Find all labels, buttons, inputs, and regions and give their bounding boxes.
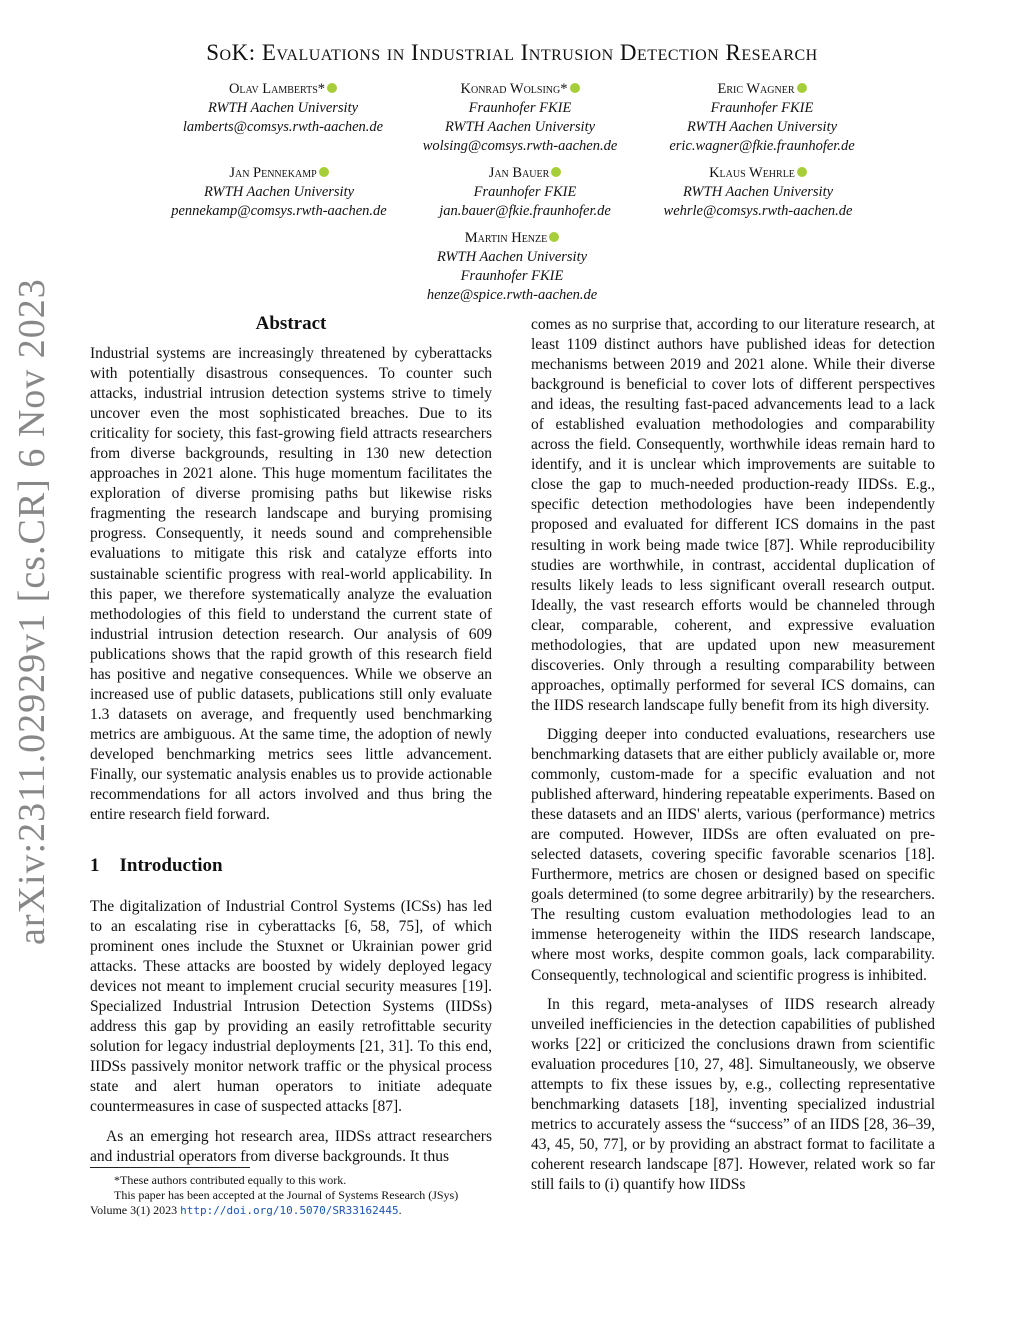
author-email: wolsing@comsys.rwth-aachen.de [422,138,618,154]
abstract-heading: Abstract [255,313,327,334]
orcid-icon[interactable] [570,83,580,93]
author-affiliation: Fraunhofer FKIE [460,268,564,284]
footnotes [90,1173,492,1218]
author-affiliation: RWTH Aachen University [436,249,588,265]
author-email: pennekamp@comsys.rwth-aachen.de [171,203,387,219]
paragraph: The digitalization of Industrial Control Systems (ICSs) has led to an escalating rise in cyberattacks [6, 58, 75], of which prominent ones include the Stuxnet or Ukrainian power grid attacks. These attacks are boosted by widely deployed legacy devices not meant to implement crucial security measures [19]. Specialized Industrial Intrusion Detection Systems (IIDSs) address this gap by providing an easily retrofittable security solution for legacy industrial deployments [21, 31]. To this end, IIDSs passively monitor network traffic or the physical process state and alert human operators to initiate adequate countermeasures in case of suspected attacks [87]. [90,898,492,1116]
author-affiliation: RWTH Aachen University [203,184,355,200]
paragraph: In this regard, meta-analyses of IIDS research already unveiled inefficiencies in the detection capabilities of published works [22] or criticized the conclusions drawn from scientific evaluation procedures [10, 27, 48]. Simultaneously, we observe attempts to fix these issues by, e.g., collecting representative benchmarking datasets [18], inventing specialized industrial metrics to accurately assess the “success” of an IIDS [28, 36–39, 43, 45, 50, 77], or by providing an abstract format to facilitate a coherent research landscape [87]. However, related work so far still fails to (i) quantify how IIDSs [531,995,935,1193]
author-email: jan.bauer@fkie.fraunhofer.de [439,203,611,219]
footnote-rule [90,1167,250,1168]
abstract-text: Industrial systems are increasingly threatened by cyberattacks with potentially disastrous consequences. To counter such attacks, industrial intrusion detection systems strive to timely uncover even the most sophisticated breaches. Due to its criticality for society, this fast-growing field attracts researchers from diverse backgrounds, resulting in 130 new detection approaches in 2021 alone. This huge momentum facilitates the exploration of diverse promising paths but likewise risks fragmenting the research landscape and burying promising progress. Consequently, it needs sound and comprehensible evaluations to mitigate this risk and catalyze efforts into sustainable scientific progress with real-world applicability. In this paper, we therefore systematically analyze the evaluation methodologies of this field to understand the current state of industrial intrusion detection research. Our analysis of 609 publications shows that the rapid growth of this research field has positive and negative consequences. While we observe an increased use of public datasets, publications still only evaluate 1.3 datasets on average, and frequently used benchmarking metrics are ambiguous. At the same time, the adoption of newly developed benchmarking metrics sees little advancement. Finally, our systematic analysis enables us to provide actionable recommendations for all actors involved and thus bring the entire research field forward. [90,345,492,824]
author-email: lamberts@comsys.rwth-aachen.de [182,119,384,135]
author-block [612,80,912,156]
author-block [608,164,908,221]
footnote: *These authors contributed equally to this work. [114,1173,347,1187]
author-name: Jan Pennekamp [229,165,317,181]
footnote-end: . [398,1203,402,1217]
author-block [362,229,662,305]
section-title: Introduction [119,855,223,876]
author-affiliation: Fraunhofer FKIE [468,100,572,116]
paper-title: SoK: Evaluations in Industrial Intrusion Detection Research [206,40,818,65]
section-heading [90,855,223,877]
author-email: wehrle@comsys.rwth-aachen.de [663,203,853,219]
author-affiliation: RWTH Aachen University [686,119,838,135]
author-name: Klaus Wehrle [709,165,795,181]
author-name: Jan Bauer [488,165,550,181]
author-affiliation: RWTH Aachen University [444,119,596,135]
orcid-icon[interactable] [549,232,559,242]
paragraph: comes as no surprise that, according to our literature research, at least 1109 distinct authors have published ideas for detection mechanisms between 2019 and 2021 alone. While their diverse background is beneficial to cover lots of different perspectives and ideas, the resulting fast-paced advancements lead to a lack of established evaluation methodologies and comparability across the field. Consequently, worthwhile ideas remain hard to identify, and it is unclear which improvements are suitable to close the gap to much-needed production-ready IIDSs. E.g., specific detection methodologies have been independently proposed and evaluated for different ICS domains in the past resulting in work being made twice [87]. While reproducibility studies are worthwhile, in contrast, accidental duplication of results likely leads to less significant overall research output. Ideally, the vast research efforts would be channeled through clear, comparable, coherent, and expressive evaluation methodologies, that are updated upon new measurement discoveries. Only through a resulting comparability between approaches, optimally performed for several ICS domains, can the IIDS research landscape fully benefit from its high diversity. [531,316,935,714]
paragraph: Digging deeper into conducted evaluations, researchers use benchmarking datasets that are either publicly available or, more commonly, custom-made for a specific evaluation and not published afterward, hindering repeatable experiments. Based on these datasets and an IIDS' alerts, various (performance) metrics are computed. However, IIDSs are often evaluated on pre-selected datasets, covering specific favorable scenarios [18]. Furthermore, metrics are chosen or designed based on specific goals determined (to some degree arbitrarily) by the researchers. The resulting custom evaluation methodologies lead to an immense heterogeneity within the IIDS research landscape, where most works, despite common goals, lack comparability. Consequently, technological and scientific progress is inhibited. [531,725,935,984]
orcid-icon[interactable] [327,83,337,93]
author-name: Martin Henze [464,230,548,246]
orcid-icon[interactable] [797,83,807,93]
author-affiliation: Fraunhofer FKIE [473,184,577,200]
orcid-icon[interactable] [319,167,329,177]
orcid-icon[interactable] [797,167,807,177]
arxiv-stamp: arXiv:2311.02929v1 [cs.CR] 6 Nov 2023 [11,278,53,945]
author-email: eric.wagner@fkie.fraunhofer.de [669,138,855,154]
author-name: Konrad Wolsing* [460,81,568,97]
paragraph: As an emerging hot research area, IIDSs attract researchers and industrial operators from diverse backgrounds. It thus [90,1127,492,1165]
section-number: 1 [90,855,100,876]
author-affiliation: RWTH Aachen University [207,100,359,116]
footnote: This paper has been accepted at the Journal of Systems Research (JSys) Volume 3(1) 2023 [90,1188,459,1217]
orcid-icon[interactable] [551,167,561,177]
author-affiliation: Fraunhofer FKIE [710,100,814,116]
right-column [531,315,935,1195]
author-name: Olav Lamberts* [228,81,326,97]
abstract-body [90,344,492,825]
author-affiliation: RWTH Aachen University [682,184,834,200]
doi-link[interactable]: http://doi.org/10.5070/SR33162445 [180,1204,399,1217]
intro-body [90,897,492,1167]
author-email: henze@spice.rwth-aachen.de [426,287,598,303]
author-name: Eric Wagner [717,81,795,97]
